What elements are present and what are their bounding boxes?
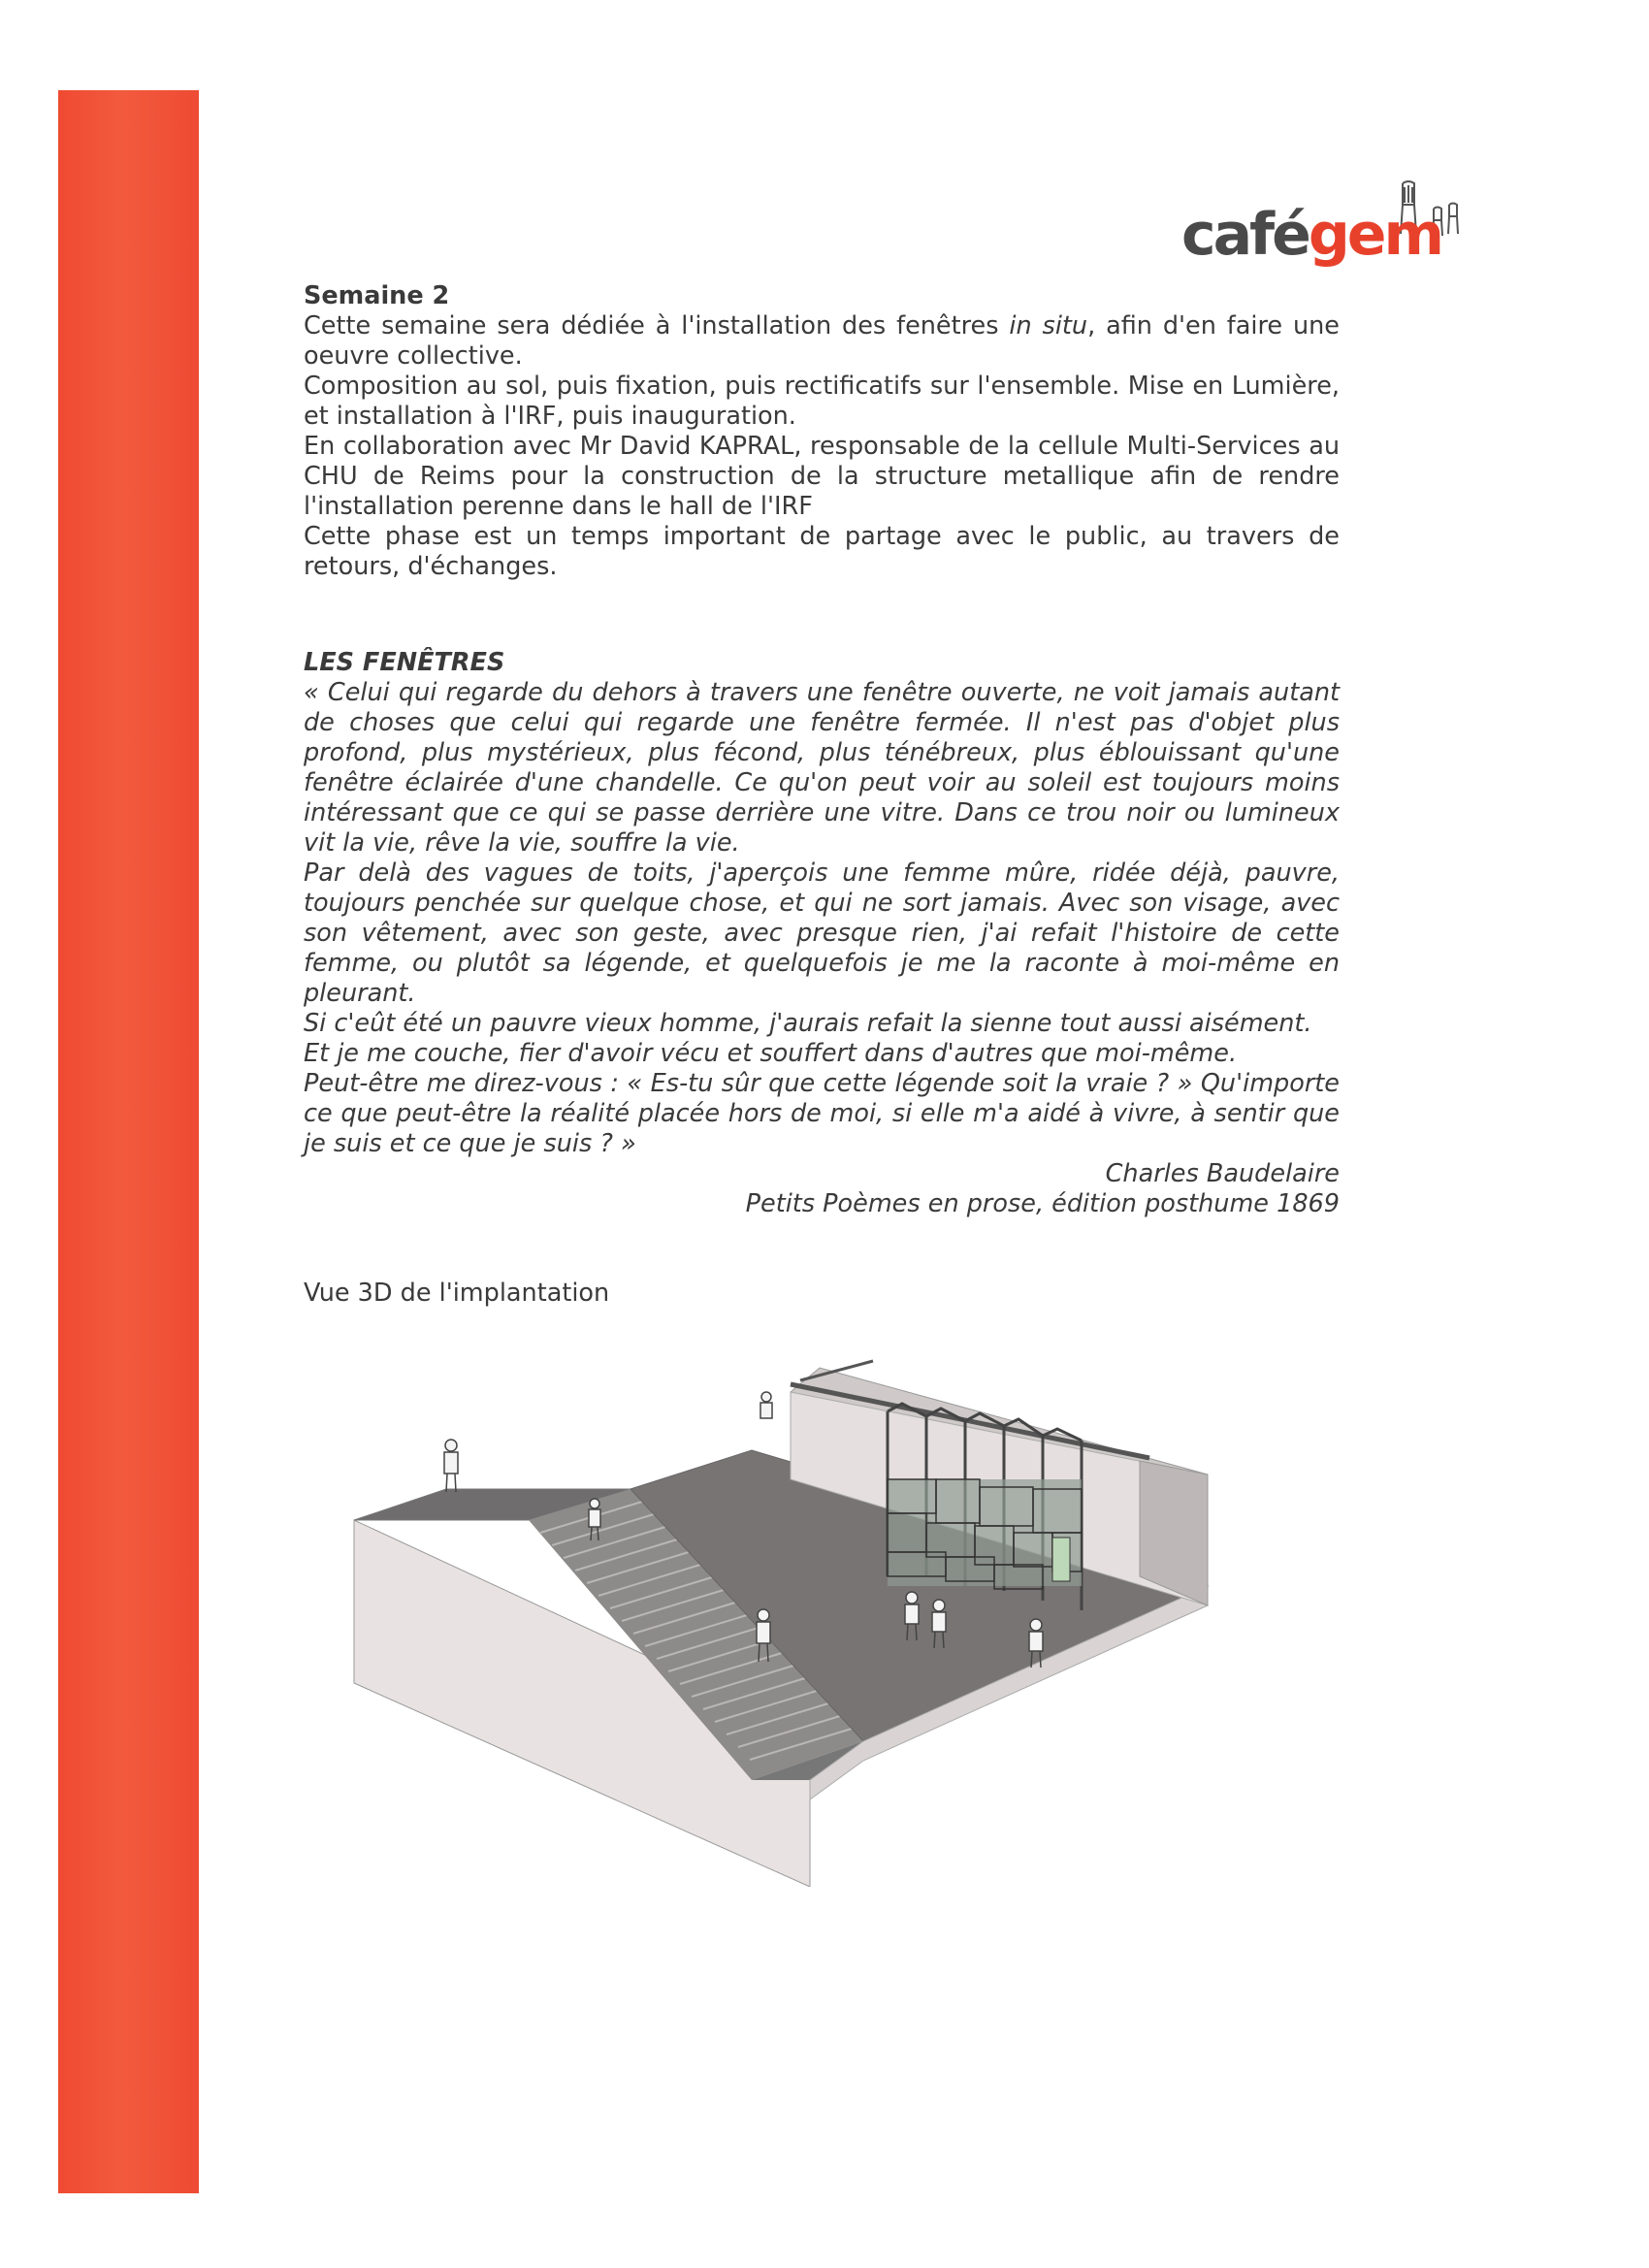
paragraph-1 bbox=[304, 311, 1340, 372]
quote-paragraph-3: Si c'eût été un pauvre vieux homme, j'aurais refait la sienne tout aussi aisément. bbox=[304, 1009, 1312, 1038]
quote-paragraph-1: « Celui qui regarde du dehors à travers une fenêtre ouverte, ne voit jamais autant de choses que celui qui regarde une fenêtre fermée. Il n'est pas d'objet plus profond, plus mystérieux, plus fécond, plus ténébreux, plus éblouissant qu'une fenêtre éclairée d'une chandelle. Ce qu'on peut voir au soleil est toujours moins intéressant que ce qui se passe derrière une vitre. Dans ce trou noir ou lumineux vit la vie, rêve la vie, souffre la vie. bbox=[304, 678, 1340, 858]
installation-3d-render bbox=[344, 1344, 1217, 1887]
quote-block bbox=[304, 648, 1340, 1219]
quote-author: Charles Baudelaire bbox=[1105, 1159, 1340, 1188]
quote-source: Petits Poèmes en prose, édition posthume 1869 bbox=[745, 1189, 1340, 1218]
paragraph-3: En collaboration avec Mr David KAPRAL, responsable de la cellule Multi-Services au CHU de Reims pour la construction de la structure metallique afin de rendre l'installation perenne dans le hall de l'IRF bbox=[304, 432, 1340, 521]
logo-text-gem: gem bbox=[1308, 201, 1442, 269]
paragraph-1-text-b: , afin d'en faire une oeuvre collective. bbox=[304, 311, 1340, 371]
figure-caption: Vue 3D de l'implantation bbox=[304, 1279, 610, 1308]
quote-paragraph-2: Par delà des vagues de toits, j'aperçois une femme mûre, ridée déjà, pauvre, toujours penchée sur quelque chose, et qui ne sort jamais. Avec son visage, avec son vêtement, avec son geste, avec presque rien, j'ai refait l'histoire de cette femme, ou plutôt sa légende, et quelquefois je me la raconte à moi-même en pleurant. bbox=[304, 859, 1340, 1008]
paragraph-1-italic: in situ bbox=[1009, 311, 1088, 340]
section-heading: Semaine 2 bbox=[304, 281, 450, 310]
red-side-bar bbox=[58, 90, 199, 2193]
quote-title: LES FENÊTRES bbox=[304, 648, 505, 677]
quote-paragraph-5: Peut-être me direz-vous : « Es-tu sûr que cette légende soit la vraie ? » Qu'importe ce que peut-être la réalité placée hors de moi, si elle m'a aidé à vivre, à sentir que je suis et ce que je suis ? » bbox=[304, 1069, 1340, 1158]
3d-view-illustration bbox=[344, 1344, 1217, 1887]
paragraph-4: Cette phase est un temps important de partage avec le public, au travers de retours, d'échanges. bbox=[304, 522, 1340, 581]
paragraph-1-text-a: Cette semaine sera dédiée à l'installation des fenêtres bbox=[304, 311, 1010, 340]
paragraph-2: Composition au sol, puis fixation, puis rectificatifs sur l'ensemble. Mise en Lumière, et installation à l'IRF, puis inauguration. bbox=[304, 372, 1340, 431]
window-panels bbox=[888, 1479, 1082, 1589]
section-semaine-2 bbox=[304, 281, 1340, 582]
cafegem-logo bbox=[1181, 179, 1472, 272]
quote-paragraph-4: Et je me couche, fier d'avoir vécu et souffert dans d'autres que moi-même. bbox=[304, 1039, 1238, 1068]
logo-text-cafe: café bbox=[1181, 201, 1309, 269]
